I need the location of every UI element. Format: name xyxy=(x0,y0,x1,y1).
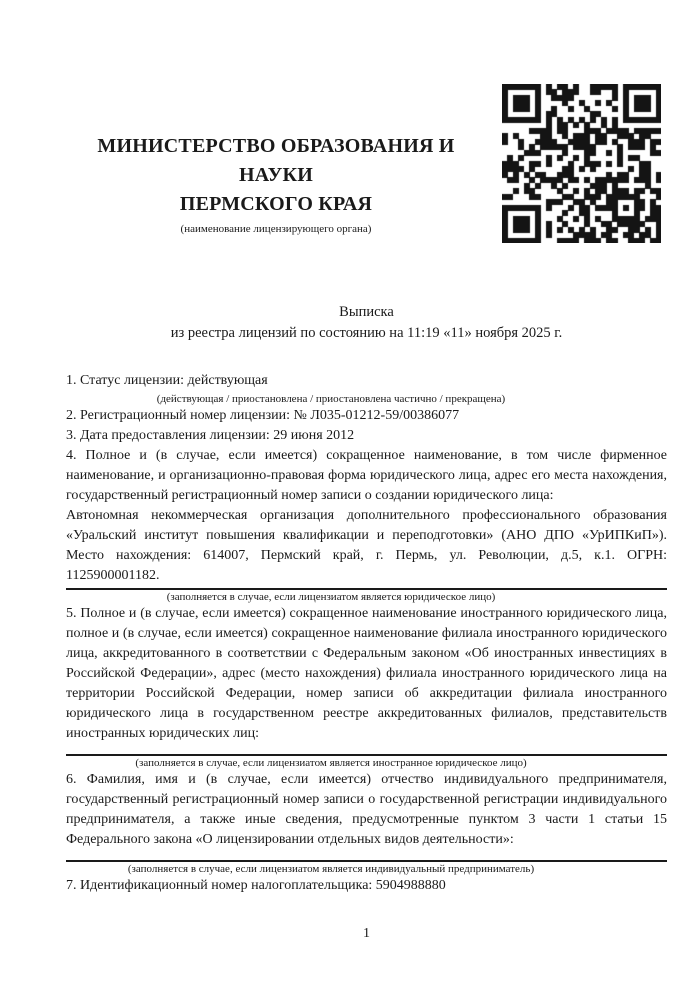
item-license-status: 1. Статус лицензии: действующая xyxy=(66,373,268,388)
foreign-entity-caption: (заполняется в случае, если лицензиатом является иностранное юридическое лицо) xyxy=(135,757,527,769)
status-options-caption: (действующая / приостановлена / приостановлена частично / прекращена) xyxy=(156,393,506,405)
ministry-name-line2: ПЕРМСКОГО КРАЯ xyxy=(179,193,373,215)
document-body xyxy=(66,371,667,896)
item-legal-entity-value: Автономная некоммерческая организация дополнительного профессионального образования «Уральский институт повышения квалификации и переподготовки» (АНО ДПО «УрИПКиП»). Место нахождения: 614007, Пермский край, г. Пермь, ул. Революции, д.5, к.1. ОГРН: 1125900001182. xyxy=(66,508,667,583)
item-registration-number: 2. Регистрационный номер лицензии: № Л035-01212-59/00386077 xyxy=(66,408,460,423)
legal-entity-caption: (заполняется в случае, если лицензиатом является юридическое лицо) xyxy=(166,591,496,603)
page-number: 1 xyxy=(363,926,370,941)
item-foreign-entity-label: 5. Полное и (в случае, если имеется) сокращенное наименование иностранного юридического лица, полное и (в случае, если имеется) сокращенное наименование филиала иностранного юридического лица, аккредитованного в соответствии с Федеральным законом «Об иностранных инвестициях в Российской Федерации», адрес (место нахождения) филиала иностранного юридического лица на территории Российской Федерации, номер записи об аккредитации филиала иностранного юридического лица в государственном реестре аккредитованных филиалов, представительств иностранных юридических лиц: xyxy=(66,606,667,741)
document-title xyxy=(66,302,667,344)
authority-field-caption: (наименование лицензирующего органа) xyxy=(180,223,372,235)
licensing-authority-header xyxy=(66,132,486,236)
ministry-name-line1: МИНИСТЕРСТВО ОБРАЗОВАНИЯ И НАУКИ xyxy=(97,135,455,186)
item-entrepreneur-label: 6. Фамилия, имя и (в случае, если имеется) отчество индивидуального предпринимателя, государственный регистрационный номер записи о государственной регистрации индивидуального предпринимателя, а также иные сведения, предусмотренные пунктом 3 части 1 статьи 15 Федерального закона «О лицензировании отдельных видов деятельности»: xyxy=(66,772,667,847)
entrepreneur-caption: (заполняется в случае, если лицензиатом является индивидуальный предприниматель) xyxy=(127,863,535,875)
item-legal-entity-label: 4. Полное и (в случае, если имеется) сокращенное наименование, в том числе фирменное наименование, и организационно-правовая форма юридического лица, адрес его места нахождения, государственный регистрационный номер записи о создании юридического лица: xyxy=(66,448,667,503)
document-title-line1: Выписка xyxy=(339,304,394,320)
item-taxpayer-number: 7. Идентификационный номер налогоплательщика: 5904988880 xyxy=(66,878,446,893)
document-title-line2: из реестра лицензий по состоянию на 11:19 «11» ноября 2025 г. xyxy=(170,325,563,341)
qr-code-icon xyxy=(502,84,661,243)
item-grant-date: 3. Дата предоставления лицензии: 29 июня 2012 xyxy=(66,428,355,443)
